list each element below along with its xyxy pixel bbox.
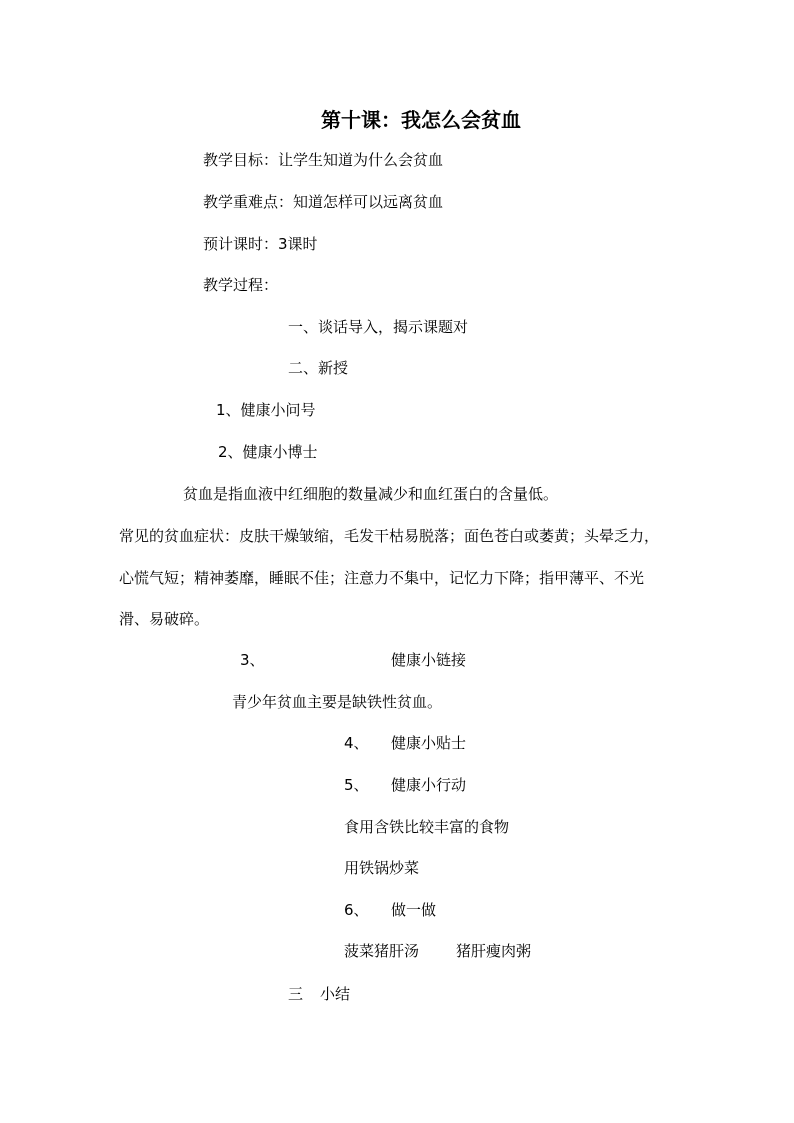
teen-anemia-note: 青少年贫血主要是缺铁性贫血。 [232, 693, 443, 711]
key-points: 教学重难点：知道怎样可以远离贫血 [203, 193, 444, 211]
step-three-number: 三 [288, 985, 304, 1003]
class-hours: 预计课时：3课时 [203, 235, 318, 253]
item-2: 2、健康小博士 [218, 443, 318, 461]
action-iron-wok: 用铁锅炒菜 [344, 859, 420, 877]
symptoms-line-3: 滑、易破碎。 [119, 610, 210, 628]
item-4-number: 4、 [344, 734, 369, 752]
recipe-liver-pork-porridge: 猪肝瘦肉粥 [456, 942, 532, 960]
anemia-definition: 贫血是指血液中红细胞的数量减少和血红蛋白的含量低。 [183, 485, 559, 503]
teaching-goal: 教学目标：让学生知道为什么会贫血 [203, 151, 444, 169]
symptoms-line-1: 常见的贫血症状：皮肤干燥皱缩，毛发干枯易脱落；面色苍白或萎黄；头晕乏力， [119, 527, 660, 545]
item-6-label: 做一做 [391, 901, 437, 919]
item-1: 1、健康小问号 [216, 401, 316, 419]
recipe-spinach-liver-soup: 菠菜猪肝汤 [344, 942, 420, 960]
teaching-process-heading: 教学过程： [203, 276, 279, 294]
symptoms-line-2: 心慌气短；精神萎靡，睡眠不佳；注意力不集中，记忆力下降；指甲薄平、不光 [119, 569, 645, 587]
item-3-number: 3、 [240, 651, 265, 669]
action-iron-rich-food: 食用含铁比较丰富的食物 [344, 818, 510, 836]
item-4-label: 健康小贴士 [391, 734, 467, 752]
item-3-label: 健康小链接 [391, 651, 467, 669]
step-three-label: 小结 [320, 985, 351, 1003]
step-two: 二、新授 [288, 359, 349, 377]
item-5-number: 5、 [344, 776, 369, 794]
lesson-title: 第十课：我怎么会贫血 [321, 108, 521, 132]
step-one: 一、谈话导入，揭示课题对 [288, 318, 469, 336]
item-5-label: 健康小行动 [391, 776, 467, 794]
item-6-number: 6、 [344, 901, 369, 919]
